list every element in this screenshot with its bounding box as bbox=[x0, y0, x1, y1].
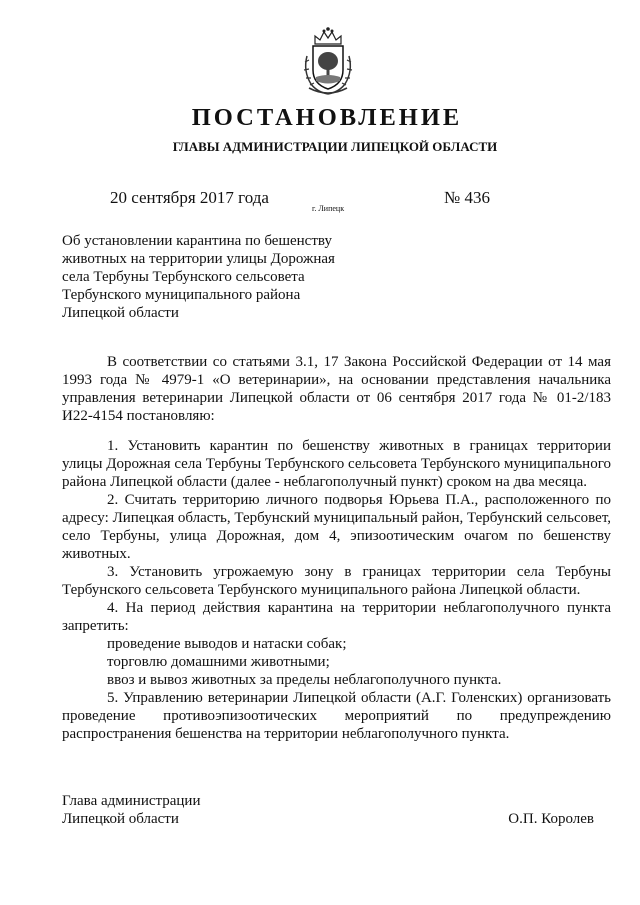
signature-block bbox=[62, 792, 594, 828]
subject-line: Липецкой области bbox=[62, 305, 179, 321]
item-2-paragraph: 2. Считать территорию личного подворья Юрьева П.А., расположенного по адресу: Липецкая область, Тербунский муниципальный район, Тербунский сельсовет, село Тербуны, улица Дорожная, дом 4, эпизоотическим очагом по бешенству животных. bbox=[62, 492, 611, 562]
issuing-authority: ГЛАВЫ АДМИНИСТРАЦИИ ЛИПЕЦКОЙ ОБЛАСТИ bbox=[172, 139, 498, 154]
document-date: 20 сентября 2017 года bbox=[110, 188, 269, 207]
item-3-paragraph: 3. Установить угрожаемую зону в границах территории села Тербуны Тербунского сельсовета Тербунского муниципального района Липецкой области. bbox=[62, 564, 611, 598]
document-body bbox=[62, 353, 611, 743]
coat-of-arms-icon bbox=[301, 26, 355, 96]
subject-line: Тербунского муниципального района bbox=[62, 287, 301, 303]
ban-item: проведение выводов и натаски собак; bbox=[107, 636, 347, 652]
ban-item: торговлю домашними животными; bbox=[107, 654, 330, 670]
subject-line: Об установлении карантина по бешенству bbox=[62, 233, 332, 249]
document-city: г. Липецк bbox=[312, 204, 345, 213]
ban-item: ввоз и вывоз животных за пределы неблагополучного пункта. bbox=[107, 672, 502, 688]
item-5-paragraph: 5. Управлению ветеринарии Липецкой области (А.Г. Голенских) организовать проведение противоэпизоотических мероприятий по предупреждению распространения бешенства на территории неблагополучного пункта. bbox=[62, 690, 611, 742]
subject-line: животных на территории улицы Дорожная bbox=[62, 251, 335, 267]
document-subject bbox=[62, 232, 352, 322]
document-number: № 436 bbox=[444, 188, 490, 207]
signer-position-line2: Липецкой области bbox=[62, 811, 179, 827]
item-4-paragraph: 4. На период действия карантина на территории неблагополучного пункта запретить: bbox=[62, 600, 611, 634]
preamble-paragraph: В соответствии со статьями 3.1, 17 Закона Российской Федерации от 14 мая 1993 года № 4979-1 «О ветеринарии», на основании представления начальника управления ветеринарии Липецкой области от 06 сентября 2017 года № 01-2/183 И22-4154 постановляю: bbox=[62, 354, 611, 424]
signer-position-line1: Глава администрации bbox=[62, 793, 201, 809]
item-1-paragraph: 1. Установить карантин по бешенству животных в границах территории улицы Дорожная села Тербуны Тербунского сельсовета Тербунского муниципального района Липецкой области (далее - неблагополучный пункт) сроком на два месяца. bbox=[62, 438, 611, 490]
signer-name: О.П. Королев bbox=[508, 811, 594, 827]
document-title: ПОСТАНОВЛЕНИЕ bbox=[191, 104, 463, 131]
subject-line: села Тербуны Тербунского сельсовета bbox=[62, 269, 305, 285]
